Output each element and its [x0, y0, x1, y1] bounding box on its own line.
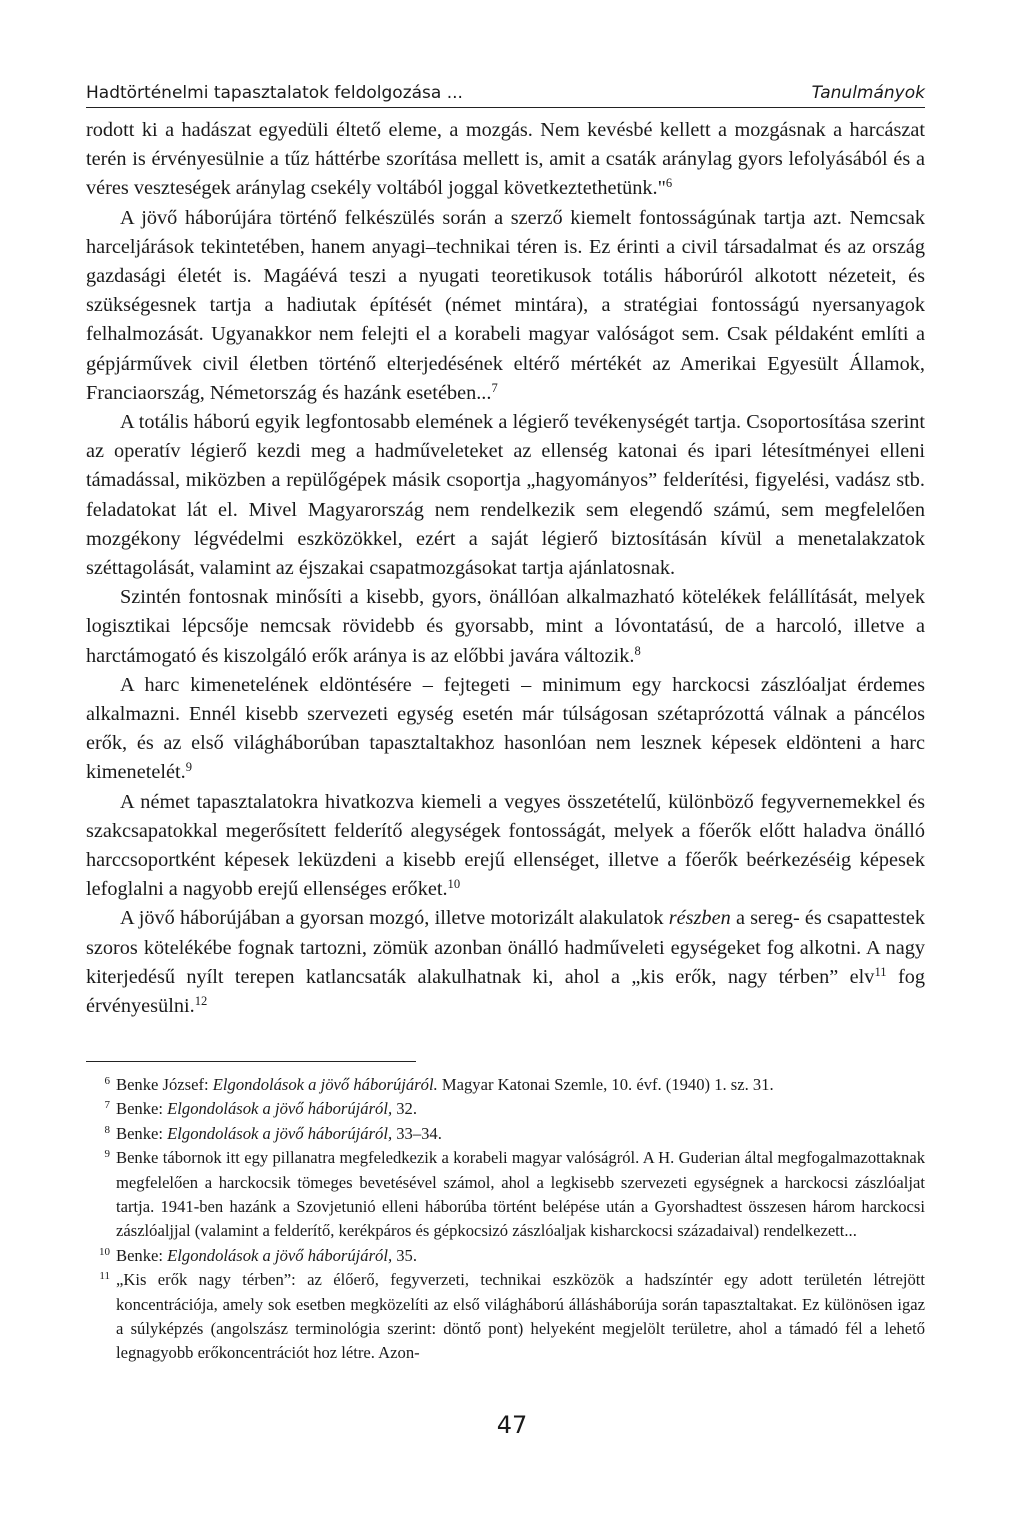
paragraph: A német tapasztalatokra hivatkozva kiemeli a vegyes összetételű, különböző fegyvernemekkel és szakcsapatokkal megerősített felderítő alegységek fontosságát, melyek a főerők előtt haladva önálló harccsoportként képesek leküzdeni a kisebb erejű ellenséget, illetve a főerők beérkezéséig képesek lefoglalni a nagyobb erejű ellenséges erőket.$^{10}$: [86, 790, 925, 901]
footnote-ref: 6: [665, 176, 673, 191]
paragraph: A jövő háborújában a gyorsan mozgó, illetve motorizált alakulatok részben a sereg- és csapattestek szoros kötelékébe fognak tartozni, zömük azonban önálló hadműveleti egységeket fog alkotni. A nagy kiterjedésű nyílt terepen katlancsaták alakulhatnak ki, ahol a „kis erők, nagy térben” elv$^{11}$ fog érvényesülni.$^{12}$: [86, 907, 925, 1018]
header-section: Tanulmányok: [811, 83, 925, 103]
footnote-ref: 9: [185, 760, 192, 775]
footnote: 8 Benke: Elgondolások a jövő háborújáról, 33–34.: [104, 1123, 442, 1143]
header-title: Hadtörténelmi tapasztalatok feldolgozása ...: [86, 83, 463, 103]
footnote: 9 Benke tábornok itt egy pillanatra megfeledkezik a korabeli magyar valóságról. A H. Guderian által megfogalmazottaknak megfelelően a harckocsik tömeges bevetésével számol, ahol a legkisebb szervezeti egységnek a harckocsi zászlóaljat tartja. 1941-ben hazánk a Szovjetunió elleni háborúba történt belépése után a Gyorshadtest összesen három harckocsi zászlóaljjal (valamint a felderítő, kerékpáros és gépkocsizó zászlóaljak kisharckocsi századaival) rendelkezett...: [104, 1148, 925, 1241]
footnote: 6 Benke József: Elgondolások a jövő háborújáról. Magyar Katonai Szemle, 10. évf. (1940) 1. sz. 31.: [104, 1075, 774, 1094]
page-number: 47: [496, 1411, 528, 1439]
footnotes: [86, 1073, 925, 1366]
footnote-ref: 10: [447, 877, 461, 892]
paragraph: rodott ki a hadászat egyedüli éltető eleme, a mozgás. Nem kevésbé kellett a mozgásnak a harcászat terén is érvényesülnie a tűz háttérbe szorítása mellett is, amit a csaták aránylag gyors lefolyásából és a véres veszteségek aránylag csekély voltából joggal következtethetünk."$^6$: [86, 119, 925, 200]
footnote: 11 „Kis erők nagy térben”: az élőerő, fegyverzeti, technikai eszközök a hadszíntér egy adott területén létrejött koncentrációja, amely sok esetben megközelíti az első világháború állásháborúja során tapasztaltakat. Ez különösen igaz a súlyképzés (angolszász terminológia szerint: döntő pont) helyeként megjelölt területre, ahol a támadó fél a lehető legnagyobb erőkoncentrációt hoz létre. Azon-: [99, 1270, 925, 1363]
main-text: [86, 116, 925, 1021]
footnote: 7 Benke: Elgondolások a jövő háborújáról, 32.: [104, 1099, 417, 1119]
footnote: 10 Benke: Elgondolások a jövő háborújáról, 35.: [99, 1245, 417, 1265]
paragraph: Szintén fontosnak minősíti a kisebb, gyors, önállóan alkalmazható kötelékek felállítását, melyek logisztikai lépcsője nemcsak rövidebb és gyorsabb, mint a lóvontatású, de a harcoló, illetve a harctámogató és kiszolgáló erők aránya is az előbbi javára változik.$^8$: [86, 586, 925, 667]
paragraph: A totális háború egyik legfontosabb elemének a légierő tevékenységét tartja. Csoportosítása szerint az operatív légierő kezdi meg a hadműveleteket az ellenség katonai és ipari létesítményei elleni támadással, miközben a repülőgépek másik csoportja „hagyományos” felderítési, figyelési, vadász stb. feladatokat lát el. Mivel Magyarország nem rendelkezik sem elegendő számú, sem megfelelően mozgékony légvédelmi eszközökkel, ezért a saját légierő biztosításán kívül a menetalakzatok széttagolását, valamint az éjszakai csapatmozgásokat tartja ajánlatosnak.: [86, 411, 925, 580]
footnote-ref: 7: [491, 380, 498, 395]
footnote-ref: 11: [874, 964, 887, 979]
footnote-separator: [86, 1061, 416, 1062]
footnote-ref: 8: [634, 643, 641, 658]
paragraph: A harc kimenetelének eldöntésére – fejtegeti – minimum egy harckocsi zászlóaljat érdemes alkalmazni. Ennél kisebb szervezeti egység esetén már túlságosan szétaprózottá válnak a páncélos erők, és az első világháborúban tapasztaltakhoz hasonlóan nem lesznek képesek eldönteni a harc kimenetelét.$^9$: [86, 673, 925, 784]
footnote-ref: 12: [194, 994, 208, 1009]
running-header: [86, 83, 925, 108]
paragraph: A jövő háborújára történő felkészülés során a szerző kiemelt fontosságúnak tartja azt. Nemcsak harceljárások tekintetében, hanem anyagi–technikai téren is. Ez érinti a civil társadalmat és az ország gazdasági életét is. Magáévá teszi a nyugati teoretikusok totális háborúról alkotott nézeteit, és szükségesnek tartja a hadiutak építését (német mintára), a stratégiai fontosságú nyersanyagok felhalmozását. Ugyanakkor nem felejti el a korabeli magyar valóságot sem. Csak példaként említi a gépjárművek civil életben történő elterjedésének eltérő mértékét az Amerikai Egyesült Államok, Franciaország, Németország és hazánk esetében...$^7$: [86, 206, 925, 404]
